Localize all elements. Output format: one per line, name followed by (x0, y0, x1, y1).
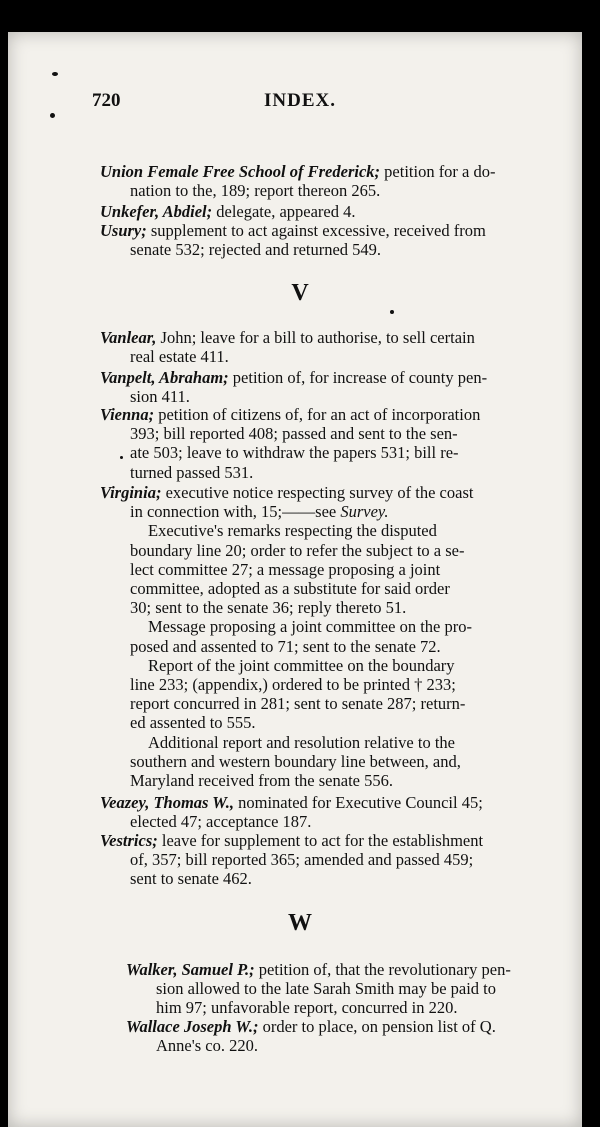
page-header (0, 90, 600, 120)
section-letter-v: V (291, 280, 309, 306)
index-entry-walker: Walker, Samuel P.; petition of, that the revolutionary pen- sion allowed to the late Sarah Smith may be paid to him 97; unfavorable report, concurred in 220. (126, 960, 511, 1018)
section-letter-w: W (288, 910, 312, 936)
ink-speck (52, 72, 58, 76)
index-entry-virginia: Virginia; executive notice respecting survey of the coast in connection with, 15;——see Survey. Executive's remarks respecting the disputed boundary line 20; order to refer the subject to a se- lect committee 27; a message proposing a joint committee, adopted as a substitute for said order 30; sent to the senate 36; reply thereto 51. Message proposing a joint committee on the pro- posed and assented to 71; sent to the senate 72. Report of the joint committee on the boundary line 233; (appendix,) ordered to be printed † 233; report concurred in 281; sent to senate 287; return- ed assented to 555. Additional report and resolution relative to the southern and western boundary line between, and, Maryland received from the senate 556. (100, 483, 474, 791)
index-entry-veazey: Veazey, Thomas W., nominated for Executive Council 45; elected 47; acceptance 187. (100, 793, 483, 832)
page-number: 720 (92, 90, 121, 111)
index-entry-vanpelt: Vanpelt, Abraham; petition of, for increase of county pen- sion 411. (100, 368, 488, 407)
index-entry-wallace: Wallace Joseph W.; order to place, on pension list of Q. Anne's co. 220. (126, 1017, 496, 1056)
ink-speck (390, 310, 394, 314)
index-entry-vestrics: Vestrics; leave for supplement to act for the establishment of, 357; bill reported 365; amended and passed 459; sent to senate 462. (100, 831, 484, 889)
index-entry-vanlear: Vanlear, John; leave for a bill to authorise, to sell certain real estate 411. (100, 328, 475, 367)
running-title: INDEX. (264, 90, 336, 111)
index-entry-unkefer: Unkefer, Abdiel; delegate, appeared 4. (100, 202, 356, 221)
index-entry-vienna: Vienna; petition of citizens of, for an act of incorporation 393; bill reported 408; passed and sent to the sen- ate 503; leave to withdraw the papers 531; bill re- turned passed 531. (100, 405, 481, 482)
index-entry-usury: Usury; supplement to act against excessive, received from senate 532; rejected and returned 549. (100, 221, 486, 260)
index-entry-union: Union Female Free School of Frederick; petition for a do- nation to the, 189; report thereon 265. (100, 162, 496, 201)
